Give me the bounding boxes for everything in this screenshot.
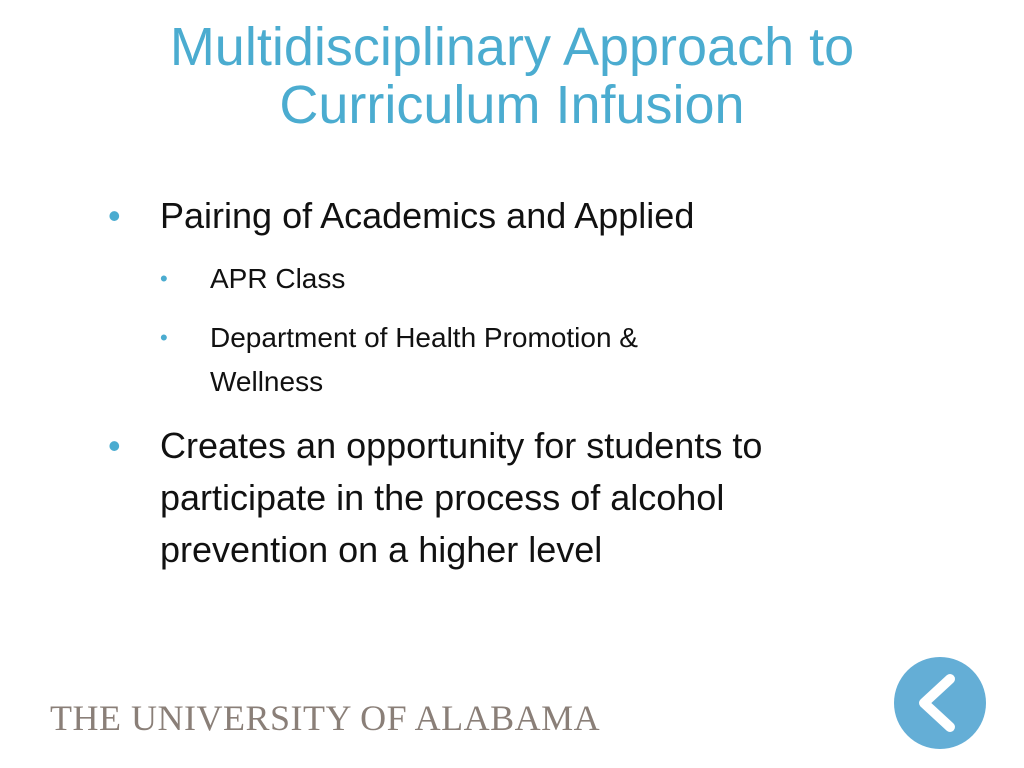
bullet-text: APR Class: [210, 263, 346, 294]
sub-bullet-item: [160, 316, 638, 404]
title-line-2: Curriculum Infusion: [279, 75, 745, 135]
back-button[interactable]: [894, 657, 986, 749]
university-logo: THE UNIVERSITY OF ALABAMA: [50, 698, 601, 738]
bullet-text: Creates an opportunity for students to participate in the process of alcohol prevention on a higher level: [160, 425, 763, 570]
sub-bullet-item: [160, 257, 345, 301]
bullet-item: [108, 420, 762, 576]
bullet-dot: •: [160, 325, 168, 350]
bullet-dot: •: [108, 195, 121, 236]
bullet-dot: •: [160, 266, 168, 291]
bullet-item: [108, 190, 694, 242]
slide-title: [40, 18, 984, 134]
bullet-text: Department of Health Promotion & Wellness: [210, 322, 638, 397]
bullet-dot: •: [108, 425, 121, 466]
title-line-1: Multidisciplinary Approach to: [169, 17, 855, 77]
chevron-left-icon: [894, 657, 986, 749]
bullet-text: Pairing of Academics and Applied: [160, 195, 695, 236]
